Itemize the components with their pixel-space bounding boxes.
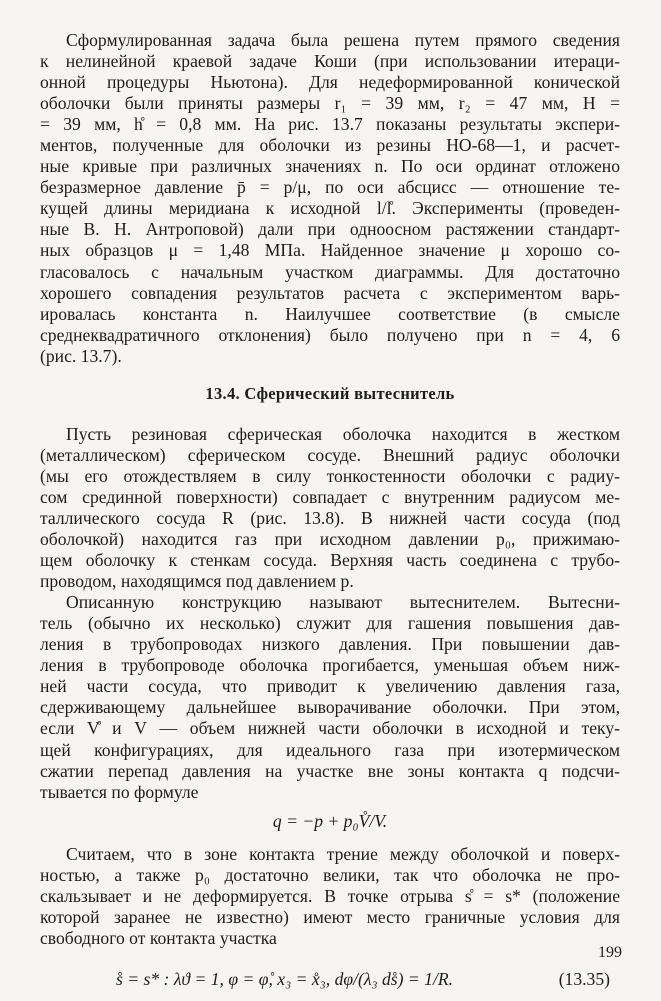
formula-pressure-drop: q = −p + p₀V̊/V. [272,810,388,831]
text-line: ные кривые при различных значениях n. По оси ординат отложено [40,156,620,177]
text-line: Описанную конструкцию называют вытеснителем. Вытесни- [66,592,620,613]
paragraph-2 [40,424,620,592]
text-line: хорошего совпадения результатов расчета с экспериментом варь- [40,282,620,303]
text-line: гласовалось с начальным участком диаграммы. Для достаточно [40,261,620,282]
text-line: скальзывает и не деформируется. В точке отрыва s̊ = s* (положение [40,885,620,906]
text-line: если V̊ и V — объем нижней части оболочки в исходной и теку- [40,718,620,739]
text-line: среднеквадратичного отклонения) было получено при n = 4, 6 [40,324,620,345]
text-line: ней части сосуда, что приводит к увеличению давления газа, [40,676,620,697]
text-line: = 39 мм, h̊ = 0,8 мм. На рис. 13.7 показаны результаты экспери- [40,114,620,135]
text-line: свободного от контакта участка [40,927,277,948]
text-line: сом срединной поверхности) совпадает с внутренним радиусом ме- [40,486,620,507]
text-line: ные В. Н. Антроповой) дали при одноосном растяжении стандарт- [40,219,620,240]
paragraph-1 [40,30,620,367]
text-line: тель (обычно их несколько) служит для гашения повышения дав- [40,613,620,634]
text-line: сжатии перепад давления на участке вне зоны контакта q подсчи- [40,760,620,781]
page-body [40,30,620,1001]
text-line: Пусть резиновая сферическая оболочка находится в жестком [66,423,620,444]
text-line: Сформулированная задача была решена путем прямого сведения [66,30,620,50]
section-heading: 13.4. Сферический вытеснитель [205,383,455,403]
text-line: ления в трубопроводах низкого давления. При повышении дав- [40,634,620,655]
text-line: (мы его отождествляем в силу тонкостенности оболочки с радиу- [40,465,620,486]
text-line: ировалась константа n. Наилучшее соответствие (в смысле [40,303,620,324]
text-line: ления в трубопроводе оболочка прогибается, уменьшая объем ниж- [40,655,620,676]
text-line: (металлическом) сферическом сосуде. Внешний радиус оболочки [40,444,620,465]
text-line: ных образцов μ = 1,48 МПа. Найденное значение μ хорошо со- [40,240,620,261]
text-line: таллического сосуда R (рис. 13.8). В нижней части сосуда (под [40,507,620,528]
text-line: Считаем, что в зоне контакта трение между оболочкой и поверх- [66,843,620,864]
paragraph-4 [40,844,620,949]
equation-number: (13.35) [558,968,610,989]
text-line: щей конфигурациях, для идеального газа при изотермическом [40,739,620,760]
text-line: которой заранее не известно) имеют место граничные условия для [40,906,620,927]
text-line: (рис. 13.7). [40,345,122,366]
paragraph-3 [40,592,620,802]
text-line: онной процедуры Ньютона). Для недеформированной конической [40,72,620,93]
formula-boundary-conditions [40,961,620,1001]
text-line: оболочки были приняты размеры r₁ = 39 мм, r₂ = 47 мм, H = [40,93,620,114]
text-line: ментов, полученные для оболочки из резины НО-68—1, и расчет- [40,135,620,156]
text-line: безразмерное давление p̄ = p/μ, по оси абсцисс — отношение те- [40,177,620,198]
text-line: кущей длины меридиана к исходной l/l̊. Эксперименты (проведен- [40,198,620,219]
text-line: проводом, находящимся под давлением p. [40,571,354,592]
formula-13-35: s̊ = s* : λϑ = 1, φ = φ̊, x₃ = x̊₃, dφ/(λ₃ ds̊) = 1/R. [116,968,453,989]
page-number: 199 [598,944,622,961]
text-line: тывается по формуле [40,781,199,802]
text-line: сдерживающему дальнейшее выворачивание оболочки. При этом, [40,697,620,718]
text-line: щем оболочку к стенкам сосуда. Верхняя часть соединена с трубо- [40,550,620,571]
text-line: к нелинейной краевой задаче Коши (при использовании итераци- [40,51,620,72]
text-line: ностью, а также p₀ достаточно велики, так что оболочка не про- [40,864,620,885]
text-line: оболочкой) находится газ при исходном давлении p₀, прижимаю- [40,529,620,550]
